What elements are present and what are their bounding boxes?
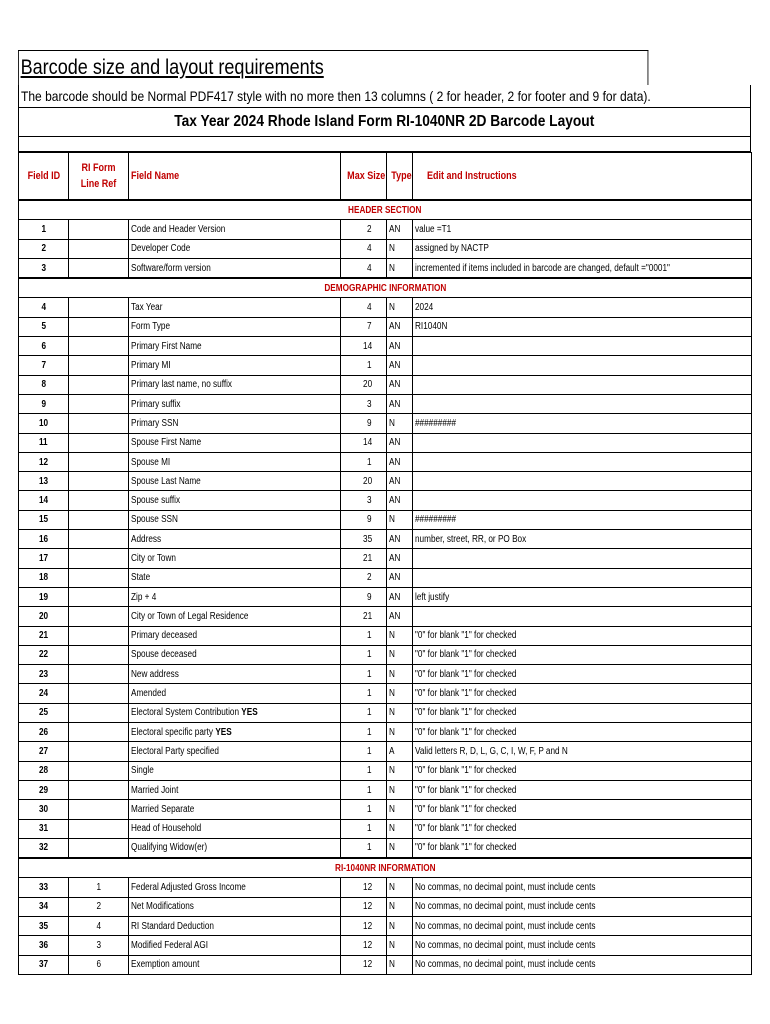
max-size-cell: 1 xyxy=(341,780,387,799)
col-field-id: Field ID xyxy=(19,153,69,201)
field-id-cell: 10 xyxy=(19,414,69,433)
edit-instructions-cell: ######### xyxy=(413,510,752,529)
edit-instructions-cell: "0" for blank "1" for checked xyxy=(413,838,752,858)
edit-instructions-cell: "0" for blank "1" for checked xyxy=(413,819,752,838)
document-title: Barcode size and layout requirements xyxy=(18,50,648,85)
field-name-cell: City or Town xyxy=(129,549,341,568)
table-row xyxy=(19,838,752,858)
field-name-emphasis: YES xyxy=(215,726,232,738)
ri-form-line-ref-cell xyxy=(69,568,129,587)
field-id-cell: 36 xyxy=(19,936,69,955)
field-name-cell: Spouse SSN xyxy=(129,510,341,529)
col-max-size: Max Size xyxy=(341,153,387,201)
ri-form-line-ref-cell xyxy=(69,684,129,703)
table-row xyxy=(19,955,752,974)
ri-form-line-ref-cell xyxy=(69,433,129,452)
edit-instructions-cell: incremented if items included in barcode are changed, default ="0001" xyxy=(413,258,752,278)
field-id-cell: 1 xyxy=(19,220,69,239)
section-heading: HEADER SECTION xyxy=(19,200,752,220)
table-row xyxy=(19,645,752,664)
field-id-cell: 2 xyxy=(19,239,69,258)
field-id-cell: 9 xyxy=(19,394,69,413)
table-row xyxy=(19,394,752,413)
field-name-cell: Zip + 4 xyxy=(129,587,341,606)
field-id-cell: 6 xyxy=(19,337,69,356)
max-size-cell: 4 xyxy=(341,298,387,317)
field-id-cell: 7 xyxy=(19,356,69,375)
section-heading-row xyxy=(19,200,752,220)
field-name-cell: Tax Year xyxy=(129,298,341,317)
field-id-cell: 23 xyxy=(19,665,69,684)
type-cell: N xyxy=(387,239,413,258)
max-size-cell: 1 xyxy=(341,665,387,684)
document-subtitle xyxy=(18,85,751,107)
field-name-cell: RI Standard Deduction xyxy=(129,916,341,935)
field-id-cell: 19 xyxy=(19,587,69,606)
type-cell: N xyxy=(387,645,413,664)
ri-form-line-ref-cell xyxy=(69,530,129,549)
ri-form-line-ref-cell xyxy=(69,472,129,491)
type-cell: N xyxy=(387,703,413,722)
barcode-layout-sheet xyxy=(18,50,751,975)
field-id-cell: 14 xyxy=(19,491,69,510)
ri-form-line-ref-cell xyxy=(69,838,129,858)
type-cell: AN xyxy=(387,530,413,549)
ri-form-line-ref-cell xyxy=(69,452,129,471)
edit-instructions-cell: No commas, no decimal point, must include cents xyxy=(413,897,752,916)
table-row xyxy=(19,356,752,375)
ri-form-line-ref-cell: 4 xyxy=(69,916,129,935)
ri-form-line-ref-cell: 6 xyxy=(69,955,129,974)
type-cell: AN xyxy=(387,356,413,375)
field-id-cell: 16 xyxy=(19,530,69,549)
edit-instructions-cell: Valid letters R, D, L, G, C, I, W, F, P and N xyxy=(413,742,752,761)
max-size-cell: 1 xyxy=(341,819,387,838)
max-size-cell: 12 xyxy=(341,936,387,955)
ri-form-line-ref-cell xyxy=(69,665,129,684)
max-size-cell: 4 xyxy=(341,258,387,278)
max-size-cell: 1 xyxy=(341,626,387,645)
ri-form-line-ref-cell xyxy=(69,394,129,413)
type-cell: AN xyxy=(387,472,413,491)
type-cell: AN xyxy=(387,433,413,452)
max-size-cell: 35 xyxy=(341,530,387,549)
table-header-row xyxy=(19,153,752,201)
edit-instructions-cell xyxy=(413,394,752,413)
field-name-cell: Married Separate xyxy=(129,800,341,819)
field-name-cell: Exemption amount xyxy=(129,955,341,974)
edit-instructions-cell xyxy=(413,491,752,510)
field-name-cell: Electoral specific party YES xyxy=(129,723,341,742)
table-row xyxy=(19,703,752,722)
edit-instructions-cell: No commas, no decimal point, must include cents xyxy=(413,936,752,955)
field-id-cell: 26 xyxy=(19,723,69,742)
field-name-cell: Electoral Party specified xyxy=(129,742,341,761)
max-size-cell: 3 xyxy=(341,394,387,413)
edit-instructions-cell xyxy=(413,433,752,452)
type-cell: AN xyxy=(387,491,413,510)
type-cell: N xyxy=(387,510,413,529)
edit-instructions-cell: "0" for blank "1" for checked xyxy=(413,703,752,722)
edit-instructions-cell: "0" for blank "1" for checked xyxy=(413,684,752,703)
max-size-cell: 7 xyxy=(341,317,387,336)
field-id-cell: 28 xyxy=(19,761,69,780)
ri-form-line-ref-cell xyxy=(69,761,129,780)
edit-instructions-cell: "0" for blank "1" for checked xyxy=(413,665,752,684)
table-row xyxy=(19,337,752,356)
edit-instructions-cell xyxy=(413,472,752,491)
field-id-cell: 33 xyxy=(19,878,69,897)
field-id-cell: 15 xyxy=(19,510,69,529)
ri-form-line-ref-cell xyxy=(69,742,129,761)
max-size-cell: 1 xyxy=(341,703,387,722)
type-cell: N xyxy=(387,955,413,974)
table-row xyxy=(19,878,752,897)
field-name-cell: Primary last name, no suffix xyxy=(129,375,341,394)
field-name-cell: Married Joint xyxy=(129,780,341,799)
edit-instructions-cell: assigned by NACTP xyxy=(413,239,752,258)
field-name-cell: Primary MI xyxy=(129,356,341,375)
field-id-cell: 21 xyxy=(19,626,69,645)
layout-title xyxy=(18,107,751,137)
max-size-cell: 12 xyxy=(341,916,387,935)
field-name-cell: Single xyxy=(129,761,341,780)
ri-form-line-ref-cell xyxy=(69,703,129,722)
table-row xyxy=(19,414,752,433)
table-row xyxy=(19,723,752,742)
type-cell: N xyxy=(387,414,413,433)
table-row xyxy=(19,568,752,587)
ri-form-line-ref-cell xyxy=(69,626,129,645)
edit-instructions-cell xyxy=(413,607,752,626)
edit-instructions-cell: 2024 xyxy=(413,298,752,317)
type-cell: AN xyxy=(387,375,413,394)
field-name-cell: Form Type xyxy=(129,317,341,336)
ri-form-line-ref-cell xyxy=(69,317,129,336)
edit-instructions-cell: number, street, RR, or PO Box xyxy=(413,530,752,549)
ri-form-line-ref-cell xyxy=(69,510,129,529)
max-size-cell: 14 xyxy=(341,433,387,452)
ri-form-line-ref-cell xyxy=(69,258,129,278)
table-row xyxy=(19,916,752,935)
field-id-cell: 27 xyxy=(19,742,69,761)
table-row xyxy=(19,897,752,916)
field-id-cell: 18 xyxy=(19,568,69,587)
field-name-cell: Primary SSN xyxy=(129,414,341,433)
type-cell: N xyxy=(387,897,413,916)
type-cell: N xyxy=(387,626,413,645)
field-name-cell: State xyxy=(129,568,341,587)
type-cell: N xyxy=(387,723,413,742)
field-id-cell: 24 xyxy=(19,684,69,703)
type-cell: AN xyxy=(387,607,413,626)
max-size-cell: 1 xyxy=(341,684,387,703)
table-row xyxy=(19,298,752,317)
max-size-cell: 1 xyxy=(341,645,387,664)
table-row xyxy=(19,433,752,452)
ri-form-line-ref-cell xyxy=(69,337,129,356)
field-name-cell: Modified Federal AGI xyxy=(129,936,341,955)
type-cell: A xyxy=(387,742,413,761)
table-row xyxy=(19,626,752,645)
table-row xyxy=(19,317,752,336)
field-id-cell: 12 xyxy=(19,452,69,471)
field-name-cell: Address xyxy=(129,530,341,549)
field-id-cell: 31 xyxy=(19,819,69,838)
field-id-cell: 13 xyxy=(19,472,69,491)
table-row xyxy=(19,800,752,819)
field-name-cell: Spouse Last Name xyxy=(129,472,341,491)
edit-instructions-cell: "0" for blank "1" for checked xyxy=(413,626,752,645)
edit-instructions-cell xyxy=(413,452,752,471)
table-row xyxy=(19,587,752,606)
type-cell: AN xyxy=(387,549,413,568)
max-size-cell: 1 xyxy=(341,800,387,819)
ri-form-line-ref-cell xyxy=(69,414,129,433)
max-size-cell: 12 xyxy=(341,955,387,974)
max-size-cell: 12 xyxy=(341,897,387,916)
field-id-cell: 32 xyxy=(19,838,69,858)
section-heading: RI-1040NR INFORMATION xyxy=(19,858,752,878)
field-name-cell: Code and Header Version xyxy=(129,220,341,239)
ri-form-line-ref-cell xyxy=(69,239,129,258)
edit-instructions-cell xyxy=(413,375,752,394)
type-cell: N xyxy=(387,258,413,278)
field-id-cell: 11 xyxy=(19,433,69,452)
max-size-cell: 14 xyxy=(341,337,387,356)
field-name-cell: Primary deceased xyxy=(129,626,341,645)
ri-form-line-ref-cell xyxy=(69,375,129,394)
max-size-cell: 12 xyxy=(341,878,387,897)
field-name-cell: Primary suffix xyxy=(129,394,341,413)
field-name-cell: Developer Code xyxy=(129,239,341,258)
spacer-row xyxy=(18,137,751,152)
table-row xyxy=(19,549,752,568)
type-cell: AN xyxy=(387,568,413,587)
type-cell: AN xyxy=(387,317,413,336)
edit-instructions-cell: left justify xyxy=(413,587,752,606)
edit-instructions-cell xyxy=(413,549,752,568)
layout-table xyxy=(18,152,752,975)
type-cell: N xyxy=(387,761,413,780)
type-cell: N xyxy=(387,936,413,955)
field-id-cell: 20 xyxy=(19,607,69,626)
ri-form-line-ref-cell xyxy=(69,780,129,799)
ri-form-line-ref-cell xyxy=(69,723,129,742)
max-size-cell: 1 xyxy=(341,452,387,471)
table-row xyxy=(19,936,752,955)
type-cell: AN xyxy=(387,220,413,239)
edit-instructions-cell: "0" for blank "1" for checked xyxy=(413,800,752,819)
edit-instructions-cell: No commas, no decimal point, must include cents xyxy=(413,878,752,897)
table-row xyxy=(19,819,752,838)
field-name-cell: Spouse deceased xyxy=(129,645,341,664)
field-name-cell: Spouse suffix xyxy=(129,491,341,510)
ri-form-line-ref-cell: 2 xyxy=(69,897,129,916)
edit-instructions-cell: ######### xyxy=(413,414,752,433)
field-name-cell: Qualifying Widow(er) xyxy=(129,838,341,858)
field-name-cell: Head of Household xyxy=(129,819,341,838)
field-name-cell: Amended xyxy=(129,684,341,703)
ri-form-line-ref-cell xyxy=(69,587,129,606)
table-row xyxy=(19,239,752,258)
field-name-cell: Spouse MI xyxy=(129,452,341,471)
max-size-cell: 21 xyxy=(341,607,387,626)
table-row xyxy=(19,491,752,510)
section-heading-row xyxy=(19,858,752,878)
table-row xyxy=(19,220,752,239)
max-size-cell: 9 xyxy=(341,587,387,606)
table-row xyxy=(19,665,752,684)
edit-instructions-cell: "0" for blank "1" for checked xyxy=(413,780,752,799)
field-name-emphasis: YES xyxy=(241,707,258,719)
table-row xyxy=(19,472,752,491)
col-ri-form-line-ref: RI Form Line Ref xyxy=(69,153,129,201)
field-name-cell: Electoral System Contribution YES xyxy=(129,703,341,722)
edit-instructions-cell: RI1040N xyxy=(413,317,752,336)
ri-form-line-ref-cell xyxy=(69,607,129,626)
max-size-cell: 2 xyxy=(341,568,387,587)
max-size-cell: 1 xyxy=(341,761,387,780)
field-name-cell: Primary First Name xyxy=(129,337,341,356)
ri-form-line-ref-cell xyxy=(69,491,129,510)
edit-instructions-cell: No commas, no decimal point, must include cents xyxy=(413,916,752,935)
field-id-cell: 5 xyxy=(19,317,69,336)
type-cell: AN xyxy=(387,337,413,356)
field-name-cell: Net Modifications xyxy=(129,897,341,916)
ri-form-line-ref-cell xyxy=(69,356,129,375)
field-id-cell: 35 xyxy=(19,916,69,935)
type-cell: N xyxy=(387,916,413,935)
ri-form-line-ref-cell: 1 xyxy=(69,878,129,897)
field-name-cell: Spouse First Name xyxy=(129,433,341,452)
field-id-cell: 4 xyxy=(19,298,69,317)
max-size-cell: 21 xyxy=(341,549,387,568)
ri-form-line-ref-cell xyxy=(69,298,129,317)
field-name-cell: New address xyxy=(129,665,341,684)
type-cell: N xyxy=(387,665,413,684)
edit-instructions-cell xyxy=(413,337,752,356)
ri-form-line-ref-cell xyxy=(69,549,129,568)
type-cell: N xyxy=(387,684,413,703)
max-size-cell: 1 xyxy=(341,742,387,761)
subtitle-text: The barcode should be Normal PDF417 style with no more then 13 columns ( 2 for header, 2 for footer and 9 for data). xyxy=(21,88,651,104)
table-row xyxy=(19,742,752,761)
edit-instructions-cell: No commas, no decimal point, must include cents xyxy=(413,955,752,974)
type-cell: N xyxy=(387,298,413,317)
ri-form-line-ref-cell xyxy=(69,220,129,239)
field-id-cell: 34 xyxy=(19,897,69,916)
edit-instructions-cell: value =T1 xyxy=(413,220,752,239)
field-name-cell: Federal Adjusted Gross Income xyxy=(129,878,341,897)
layout-title-text: Tax Year 2024 Rhode Island Form RI-1040NR 2D Barcode Layout xyxy=(174,113,595,130)
type-cell: AN xyxy=(387,394,413,413)
type-cell: AN xyxy=(387,452,413,471)
max-size-cell: 1 xyxy=(341,723,387,742)
edit-instructions-cell: "0" for blank "1" for checked xyxy=(413,645,752,664)
type-cell: N xyxy=(387,819,413,838)
field-id-cell: 37 xyxy=(19,955,69,974)
field-name-cell: City or Town of Legal Residence xyxy=(129,607,341,626)
field-id-cell: 3 xyxy=(19,258,69,278)
field-name-cell: Software/form version xyxy=(129,258,341,278)
max-size-cell: 9 xyxy=(341,510,387,529)
max-size-cell: 3 xyxy=(341,491,387,510)
ri-form-line-ref-cell xyxy=(69,819,129,838)
field-id-cell: 17 xyxy=(19,549,69,568)
field-id-cell: 29 xyxy=(19,780,69,799)
edit-instructions-cell xyxy=(413,568,752,587)
field-id-cell: 30 xyxy=(19,800,69,819)
ri-form-line-ref-cell xyxy=(69,645,129,664)
table-row xyxy=(19,761,752,780)
section-heading-row xyxy=(19,278,752,298)
field-id-cell: 8 xyxy=(19,375,69,394)
edit-instructions-cell: "0" for blank "1" for checked xyxy=(413,723,752,742)
max-size-cell: 1 xyxy=(341,838,387,858)
max-size-cell: 20 xyxy=(341,375,387,394)
section-heading: DEMOGRAPHIC INFORMATION xyxy=(19,278,752,298)
table-row xyxy=(19,258,752,278)
table-row xyxy=(19,780,752,799)
type-cell: AN xyxy=(387,587,413,606)
type-cell: N xyxy=(387,800,413,819)
table-row xyxy=(19,510,752,529)
type-cell: N xyxy=(387,878,413,897)
ri-form-line-ref-cell xyxy=(69,800,129,819)
type-cell: N xyxy=(387,780,413,799)
field-id-cell: 22 xyxy=(19,645,69,664)
table-row xyxy=(19,530,752,549)
max-size-cell: 4 xyxy=(341,239,387,258)
table-row xyxy=(19,607,752,626)
max-size-cell: 9 xyxy=(341,414,387,433)
table-row xyxy=(19,375,752,394)
col-field-name: Field Name xyxy=(129,153,341,201)
max-size-cell: 2 xyxy=(341,220,387,239)
type-cell: N xyxy=(387,838,413,858)
max-size-cell: 20 xyxy=(341,472,387,491)
max-size-cell: 1 xyxy=(341,356,387,375)
table-row xyxy=(19,684,752,703)
edit-instructions-cell: "0" for blank "1" for checked xyxy=(413,761,752,780)
ri-form-line-ref-cell: 3 xyxy=(69,936,129,955)
col-type: Type xyxy=(387,153,413,201)
edit-instructions-cell xyxy=(413,356,752,375)
field-id-cell: 25 xyxy=(19,703,69,722)
col-edit-instructions: Edit and Instructions xyxy=(413,153,752,201)
table-row xyxy=(19,452,752,471)
